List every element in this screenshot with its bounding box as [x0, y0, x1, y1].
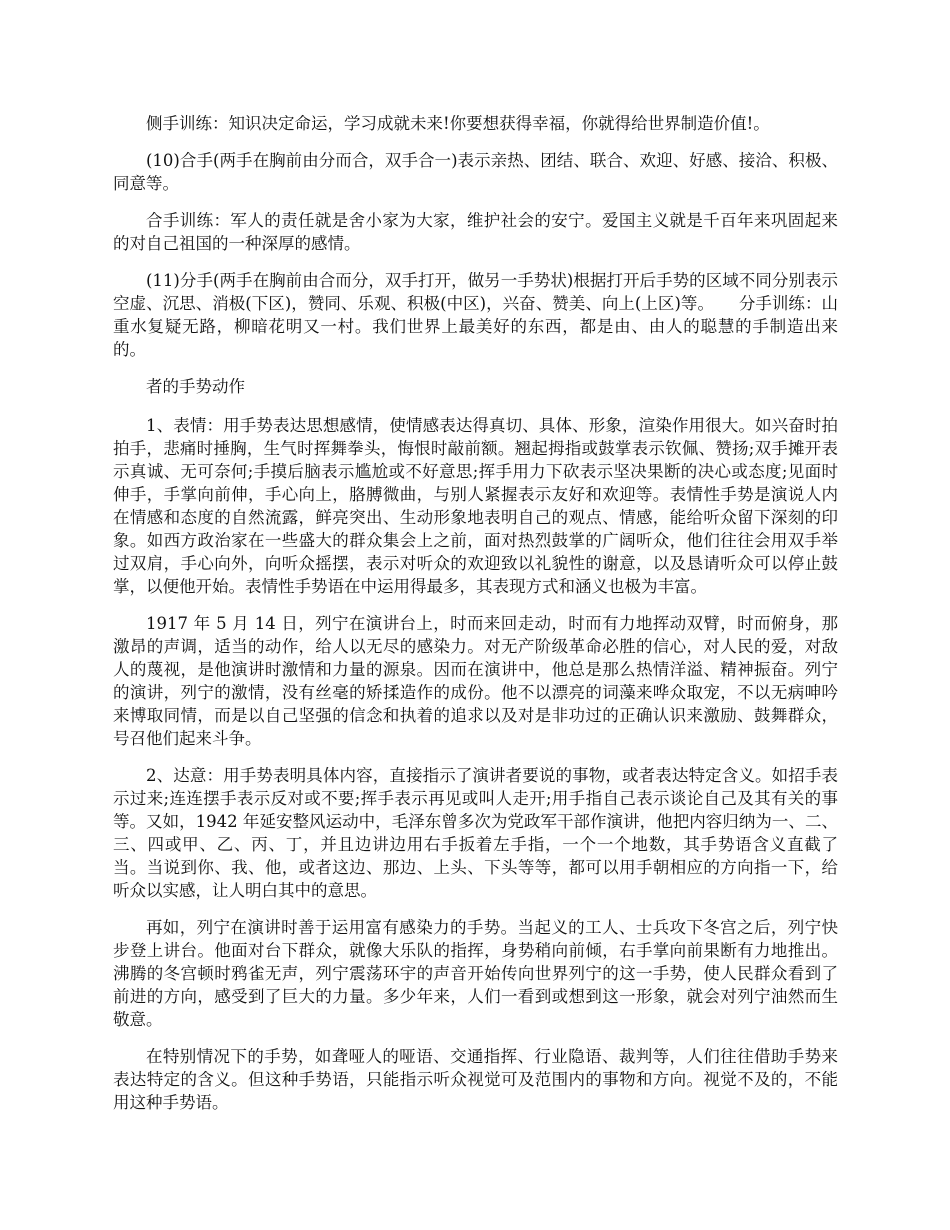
paragraph-joined-hands: (10)合手(两手在胸前由分而合，双手合一)表示亲热、团结、联合、欢迎、好感、接洽、积极、同意等。: [113, 151, 838, 193]
document-page: [113, 112, 838, 1128]
paragraph-expression: 1、表情：用手势表达思想感情，使情感表达得真切、具体、形象，渲染作用很大。如兴奋时拍拍手，悲痛时捶胸，生气时挥舞拳头，悔恨时敲前额。翘起拇指或鼓掌表示钦佩、赞扬;双手摊开表示真诚、无可奈何;手摸后脑表示尴尬或不好意思;挥手用力下砍表示坚决果断的决心或态度;见面时伸手，手掌向前伸，手心向上，胳膊微曲，与别人紧握表示友好和欢迎等。表情性手势是演说人内在情感和态度的自然流露，鲜亮突出、生动形象地表明自己的观点、情感，能给听众留下深刻的印象。如西方政治家在一些盛大的群众集会上之前，面对热烈鼓掌的广阔听众，他们往往会用双手举过双肩，手心向外，向听众摇摆，表示对听众的欢迎致以礼貌性的谢意，以及恳请听众可以停止鼓掌，以便他开始。表情性手势语在中运用得最多，其表现方式和涵义也极为丰富。: [113, 416, 838, 596]
paragraph-joined-hands-training: 合手训练：军人的责任就是舍小家为大家，维护社会的安宁。爱国主义就是千百年来巩固起来的对自己祖国的一种深厚的感情。: [113, 211, 838, 253]
paragraph-side-hand-training: 侧手训练：知识决定命运，学习成就未来!你要想获得幸福，你就得给世界制造价值!。: [146, 114, 770, 133]
section-heading: 者的手势动作: [146, 377, 245, 396]
paragraph-special-gestures: 在特别情况下的手势，如聋哑人的哑语、交通指挥、行业隐语、裁判等，人们往往借助手势来表达特定的含义。但这种手势语，只能指示听众视觉可及范围内的事物和方向。视觉不及的，不能用这种手势语。: [113, 1047, 838, 1112]
paragraph-separated-hands: (11)分手(两手在胸前由合而分，双手打开，做另一手势状)根据打开后手势的区域不同分别表示空虚、沉思、消极(下区)，赞同、乐观、积极(中区)，兴奋、赞美、向上(上区)等。 分手训练：山重水复疑无路，柳暗花明又一村。我们世界上最美好的东西，都是由、由人的聪慧的手制造出来的。: [113, 271, 838, 359]
paragraph-lenin-1917: 1917 年 5 月 14 日，列宁在演讲台上，时而来回走动，时而有力地挥动双臂，时而俯身，那激昂的声调，适当的动作，给人以无尽的感染力。对无产阶级革命必胜的信心，对人民的爱，对敌人的蔑视，是他演讲时激情和力量的源泉。因而在演讲中，他总是那么热情洋溢、精神振奋。列宁的演讲，列宁的激情，没有丝毫的矫揉造作的成份。他不以漂亮的词藻来哗众取宠，不以无病呻吟来博取同情，而是以自己坚强的信念和执着的追求以及对是非功过的正确认识来激励、鼓舞群众，号召他们起来斗争。: [113, 614, 838, 748]
paragraph-lenin-gesture: 再如，列宁在演讲时善于运用富有感染力的手势。当起义的工人、士兵攻下冬宫之后，列宁快步登上讲台。他面对台下群众，就像大乐队的指挥，身势稍向前倾，右手掌向前果断有力地推出。沸腾的冬宫顿时鸦雀无声，列宁震荡环宇的声音开始传向世界列宁的这一手势，使人民群众看到了前进的方向，感受到了巨大的力量。多少年来，人们一看到或想到这一形象，就会对列宁油然而生敬意。: [113, 918, 838, 1029]
paragraph-meaning: 2、达意：用手势表明具体内容，直接指示了演讲者要说的事物，或者表达特定含义。如招手表示过来;连连摆手表示反对或不要;挥手表示再见或叫人走开;用手指自己表示谈论自己及其有关的事等。又如，1942 年延安整风运动中，毛泽东曾多次为党政军干部作演讲，他把内容归纳为一、二、三、四或甲、乙、丙、丁，并且边讲边用右手扳着左手指，一个一个地数，其手势语含义直截了当。当说到你、我、他，或者这边、那边、上头、下头等等，都可以用手朝相应的方向指一下，给听众以实感，让人明白其中的意思。: [113, 766, 838, 900]
